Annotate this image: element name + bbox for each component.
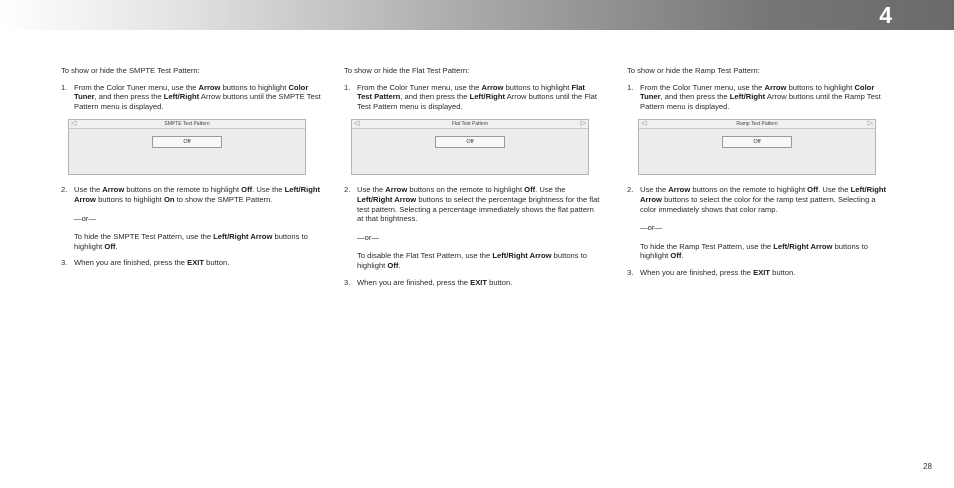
right-arrow-icon: ▷ [580, 120, 586, 128]
step-text: When you are finished, press the EXIT button. [357, 277, 513, 287]
step-text: Use the Arrow buttons on the remote to highlight Off. Use the Left/Right Arrow buttons to select the percentage brightness for the flat test pattern. Selecting a percentage immediately shows the flat pattern at that brightness. [357, 185, 600, 224]
chapter-header-bar [0, 0, 954, 30]
flat-column [344, 66, 600, 294]
page-number: 28 [923, 462, 932, 471]
step-number: 2. [627, 185, 634, 195]
menu-value-box: Off [435, 136, 505, 148]
step-1 [627, 83, 889, 112]
step-2 [61, 185, 327, 251]
intro-text: To show or hide the Ramp Test Pattern: [627, 66, 760, 75]
step-number: 1. [344, 82, 351, 92]
or-separator: —or— [74, 213, 96, 223]
step-3 [61, 258, 327, 268]
left-arrow-icon: ◁ [354, 120, 360, 128]
or-separator: —or— [357, 232, 379, 242]
step-text: Use the Arrow buttons on the remote to highlight Off. Use the Left/Right Arrow buttons to select the color for the ramp test pattern. Selecting a color immediately shows that color ramp. [640, 185, 887, 214]
menu-title: SMPTE Test Pattern [164, 121, 210, 128]
alternative-text: To disable the Flat Test Pattern, use the Left/Right Arrow buttons to highlight Off. [357, 251, 588, 270]
menu-value-box: Off [152, 136, 222, 148]
step-3 [344, 278, 600, 288]
step-text: When you are finished, press the EXIT button. [74, 258, 230, 268]
step-text: From the Color Tuner menu, use the Arrow buttons to highlight Color Tuner, and then press the Left/Right Arrow buttons until the Ramp Test Pattern menu is displayed. [640, 82, 881, 111]
step-1 [344, 83, 600, 112]
menu-title-bar [639, 120, 875, 129]
step-text: From the Color Tuner menu, use the Arrow buttons to highlight Flat Test Pattern, and then press the Left/Right Arrow buttons until the Flat Test Pattern menu is displayed. [357, 82, 598, 111]
intro-text: To show or hide the SMPTE Test Pattern: [61, 66, 200, 75]
menu-title: Ramp Test Pattern [736, 121, 778, 128]
step-number: 2. [344, 185, 351, 195]
step-2 [344, 185, 600, 270]
step-number: 1. [61, 82, 68, 92]
menu-title-bar [69, 120, 305, 129]
step-number: 1. [627, 82, 634, 92]
intro-text: To show or hide the Flat Test Pattern: [344, 66, 470, 75]
menu-title-bar [352, 120, 588, 129]
ramp-column [627, 66, 889, 285]
step-text: From the Color Tuner menu, use the Arrow buttons to highlight Color Tuner, and then press the Left/Right Arrow buttons until the SMPTE Test Pattern menu is displayed. [74, 82, 321, 111]
right-arrow-icon: ▷ [867, 120, 873, 128]
smpte-column [61, 66, 327, 275]
left-arrow-icon: ◁ [71, 120, 77, 128]
step-number: 2. [61, 185, 68, 195]
step-2 [627, 185, 889, 261]
step-1 [61, 83, 327, 112]
step-number: 3. [627, 267, 634, 277]
step-3 [627, 268, 889, 278]
step-text: When you are finished, press the EXIT button. [640, 267, 796, 277]
menu-title: Flat Test Pattern [451, 121, 489, 128]
ramp-menu-screenshot [638, 119, 876, 175]
left-arrow-icon: ◁ [641, 120, 647, 128]
step-number: 3. [344, 277, 351, 287]
step-text: Use the Arrow buttons on the remote to highlight Off. Use the Left/Right Arrow buttons to highlight On to show the SMPTE Pattern. [74, 185, 321, 204]
chapter-number: 4 [879, 2, 892, 28]
or-separator: —or— [640, 223, 662, 233]
smpte-menu-screenshot [68, 119, 306, 175]
alternative-text: To hide the Ramp Test Pattern, use the Left/Right Arrow buttons to highlight Off. [640, 241, 868, 261]
step-number: 3. [61, 258, 68, 268]
flat-menu-screenshot [351, 119, 589, 175]
menu-value-box: Off [722, 136, 792, 148]
alternative-text: To hide the SMPTE Test Pattern, use the Left/Right Arrow buttons to highlight Off. [74, 232, 308, 251]
